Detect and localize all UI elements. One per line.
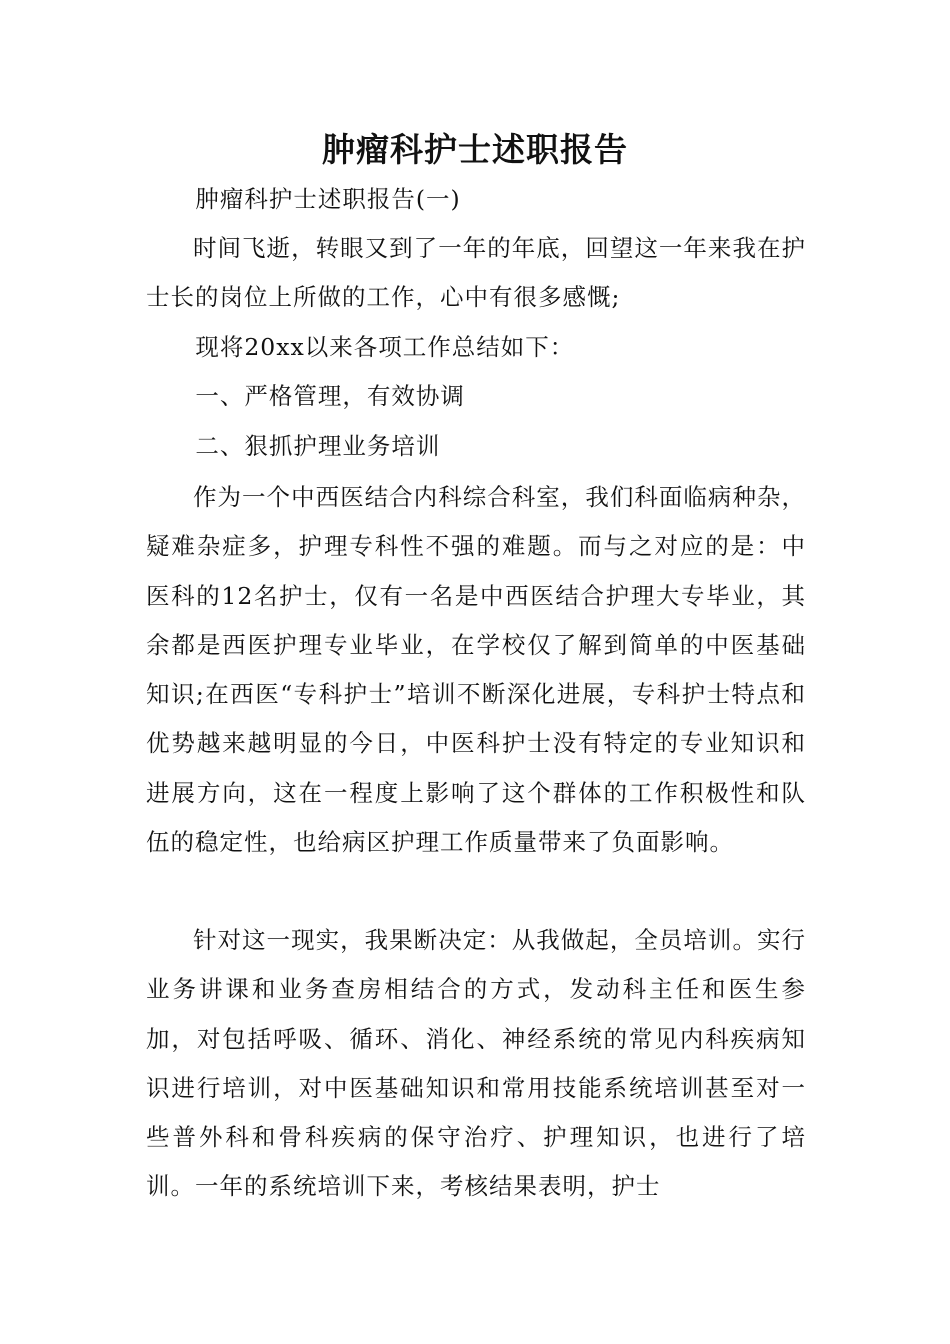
body-paragraph-1: 作为一个中西医结合内科综合科室，我们科面临病种杂，疑难杂症多，护理专科性不强的难题。而与之对应的是：中医科的12名护士，仅有一名是中西医结合护理大专毕业，其余都是西医护理专业毕业，在学校仅了解到简单的中医基础知识;在西医“专科护士”培训不断深化进展，专科护士特点和优势越来越明显的今日，中医科护士没有特定的专业知识和进展方向，这在一程度上影响了这个群体的工作积极性和队伍的稳定性，也给病区护理工作质量带来了负面影响。: [146, 483, 806, 857]
section-heading-1: 一、严格管理，有效协调: [195, 382, 465, 411]
section-heading-2: 二、狠抓护理业务培训: [195, 431, 441, 460]
summary-intro-line: 现将20xx以来各项工作总结如下：: [195, 333, 575, 361]
summary-list: [146, 323, 806, 471]
document-subtitle: 肿瘤科护士述职报告(一): [195, 185, 461, 213]
intro-paragraph: 时间飞逝，转眼又到了一年的年底，回望这一年来我在护士长的岗位上所做的工作，心中有很多感慨;: [146, 234, 806, 312]
document-title: 肿瘤科护士述职报告: [322, 130, 628, 169]
body-paragraph-2: 针对这一现实，我果断决定：从我做起，全员培训。实行业务讲课和业务查房相结合的方式，发动科主任和医生参加，对包括呼吸、循环、消化、神经系统的常见内科疾病知识进行培训，对中医基础知识和常用技能系统培训甚至对一些普外科和骨科疾病的保守治疗、护理知识，也进行了培训。一年的系统培训下来，考核结果表明，护士: [146, 926, 806, 1201]
